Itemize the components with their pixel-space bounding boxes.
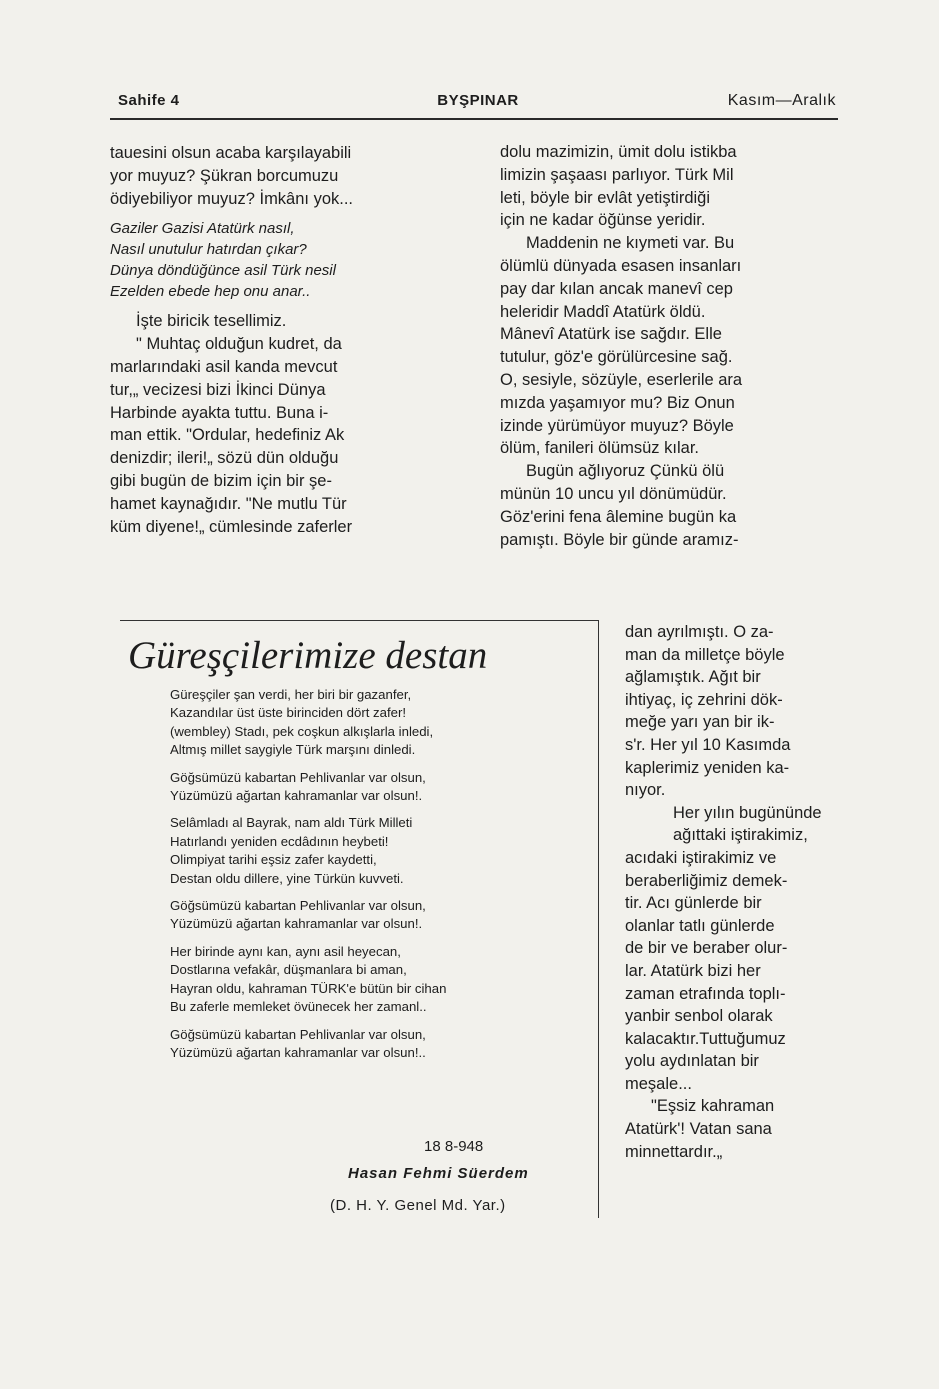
poem-line: Hayran oldu, kahraman TÜRK'e bütün bir cihan: [170, 980, 447, 996]
text-line: s'r. Her yıl 10 Kasımda: [625, 735, 791, 754]
text-line: Göz'erini fena âlemine bugün ka: [500, 507, 737, 526]
text-line: dan ayrılmıştı. O za-: [625, 623, 774, 641]
poem-body: [170, 686, 585, 1071]
text-line: İşte biricik tesellimiz.: [136, 312, 287, 331]
text-line: marlarındaki asil kanda mevcut: [110, 357, 338, 376]
verse-line: Dünya döndüğünce asil Türk nesil: [110, 262, 336, 280]
text-line: Mânevî Atatürk ise sağdır. Elle: [500, 325, 722, 344]
text-line: yolu aydınlatan bir: [625, 1052, 759, 1071]
verse-line: Ezelden ebede hep onu anar..: [110, 283, 311, 301]
text-line: olanlar tatlı günlerde: [625, 916, 775, 935]
poem-line: Kazandılar üst üste birinciden dört zafer!: [170, 705, 407, 721]
poem-box-right-border: [598, 620, 599, 1218]
poem-line: Altmış millet saygiyle Türk marşını dinledi.: [170, 742, 416, 758]
text-line: leti, böyle bir evlât yetiştirdiği: [500, 188, 711, 207]
verse-line: Gaziler Gazisi Atatürk nasıl,: [110, 220, 295, 238]
text-line: pamıştı. Böyle bir günde aramız-: [500, 530, 739, 549]
text-line: minnettardır.„: [625, 1142, 723, 1161]
poem-line: Her birinde aynı kan, aynı asil heyecan,: [170, 943, 401, 959]
text-line: münün 10 uncu yıl dönümüdür.: [500, 484, 727, 503]
text-line: meğe yarı yan bir ik-: [625, 713, 775, 732]
right-column: [500, 141, 845, 551]
page-number: Sahife 4: [118, 92, 180, 109]
right-column-narrow: [625, 621, 855, 1163]
text-line: ölüm, fanileri ölümsüz kılar.: [500, 439, 699, 458]
text-line: O, sesiyle, sözüyle, eserlerile ara: [500, 370, 743, 389]
text-line: yor muyuz? Şükran borcumuzu: [110, 166, 339, 185]
text-line: gibi bugün de bizim için bir şe-: [110, 471, 332, 490]
publication-title: BYŞPINAR: [437, 92, 519, 109]
poem-refrain: [170, 1026, 585, 1063]
text-line: mızda yaşamıyor mu? Biz Onun: [500, 393, 735, 412]
poem-stanza: [170, 943, 585, 1017]
text-line: acıdaki iştirakimiz ve: [625, 848, 777, 867]
poem-line: Destan oldu dillere, yine Türkün kuvveti.: [170, 870, 404, 886]
issue-date: Kasım—Aralık: [727, 92, 836, 109]
text-line: tutulur, göz'e görülürcesine sağ.: [500, 348, 733, 367]
text-line: hamet kaynağıdır. "Ne mutlu Tür: [110, 494, 347, 513]
header-rule: [110, 118, 838, 120]
text-line: nıyor.: [625, 781, 666, 800]
poem-refrain: [170, 769, 585, 806]
text-line: Her yılın bugününde ağıttaki iştirakimiz,: [673, 803, 822, 845]
text-line: Maddenin ne kıymeti var. Bu: [526, 234, 735, 253]
poem-stanza: [170, 814, 585, 888]
poem-line: Güreşçiler şan verdi, her biri bir gazanfer,: [170, 687, 412, 702]
text-line: man da milletçe böyle: [625, 645, 785, 664]
page-header: [118, 92, 836, 116]
text-line: beraberliğimiz demek-: [625, 871, 788, 890]
text-line: tauesini olsun acaba karşılayabili: [110, 144, 352, 162]
poem-author-title: (D. H. Y. Genel Md. Yar.): [330, 1197, 506, 1214]
poem-line: Bu zaferle memleket övünecek her zamanl..: [170, 999, 427, 1015]
text-line: " Muhtaç olduğun kudret, da: [136, 335, 342, 354]
text-line: zaman etrafında toplı-: [625, 984, 786, 1003]
poem-box-top-border: [120, 620, 598, 621]
poem-author: Hasan Fehmi Süerdem: [348, 1165, 529, 1182]
poem-line: Olimpiyat tarihi eşsiz zafer kaydetti,: [170, 852, 377, 868]
text-line: ihtiyaç, iç zehrini dök-: [625, 690, 783, 709]
text-line: man ettik. "Ordular, hedefiniz Ak: [110, 426, 345, 445]
text-line: de bir ve beraber olur-: [625, 939, 788, 958]
text-line: Harbinde ayakta tuttu. Buna i-: [110, 403, 329, 422]
poem-refrain: [170, 897, 585, 934]
text-line: tir. Acı günlerde bir: [625, 894, 762, 913]
text-line: heleridir Maddî Atatürk öldü.: [500, 302, 706, 321]
text-line: "Eşsiz kahraman: [651, 1097, 775, 1116]
text-line: tur,„ vecizesi bizi İkinci Dünya: [110, 380, 326, 399]
text-line: izinde yürümüyor muyuz? Böyle: [500, 416, 734, 435]
text-line: limizin şaşaası parlıyor. Türk Mil: [500, 165, 734, 184]
poem-line: Göğsümüzü kabartan Pehlivanlar var olsun,: [170, 898, 426, 914]
poem-line: (wembley) Stadı, pek coşkun alkışlarla inledi,: [170, 723, 434, 739]
poem-line: Dostlarına vefakâr, düşmanlara bi aman,: [170, 962, 407, 978]
text-line: yanbir senbol olarak: [625, 1007, 773, 1026]
verse-line: Nasıl unutulur hatırdan çıkar?: [110, 241, 307, 259]
left-column: [110, 142, 460, 538]
poem-date: 18 8-948: [424, 1138, 484, 1155]
text-line: kaplerimiz yeniden ka-: [625, 758, 790, 777]
text-line: Atatürk'! Vatan sana: [625, 1120, 772, 1139]
text-line: ödiyebiliyor muyuz? İmkânı yok...: [110, 189, 354, 208]
text-line: dolu mazimizin, ümit dolu istikba: [500, 143, 737, 161]
poem-line: Hatırlandı yeniden ecdâdının heybeti!: [170, 833, 389, 849]
text-line: lar. Atatürk bizi her: [625, 961, 761, 980]
poem-stanza: [170, 686, 585, 760]
poem-line: Göğsümüzü kabartan Pehlivanlar var olsun,: [170, 1026, 426, 1042]
text-line: Bugün ağlıyoruz Çünkü ölü: [526, 462, 725, 481]
poem-line: Yüzümüzü ağartan kahramanlar var olsun!..: [170, 1044, 426, 1060]
text-line: ölümlü dünyada esasen insanları: [500, 256, 742, 275]
text-line: denizdir; ileri!„ sözü dün olduğu: [110, 449, 339, 468]
text-line: pay dar kılan ancak manevî cep: [500, 279, 733, 298]
poem-line: Yüzümüzü ağartan kahramanlar var olsun!.: [170, 916, 423, 932]
text-line: için ne kadar öğünse yeridir.: [500, 211, 706, 230]
poem-line: Yüzümüzü ağartan kahramanlar var olsun!.: [170, 788, 423, 804]
poem-line: Selâmladı al Bayrak, nam aldı Türk Milleti: [170, 815, 413, 831]
text-line: kalacaktır.Tuttuğumuz: [625, 1029, 786, 1048]
text-line: ağlamıştık. Ağıt bir: [625, 668, 761, 687]
poem-title: Güreşçilerimize destan: [128, 634, 488, 677]
text-line: küm diyene!„ cümlesinde zaferler: [110, 517, 353, 536]
text-line: meşale...: [625, 1074, 692, 1093]
poem-line: Göğsümüzü kabartan Pehlivanlar var olsun,: [170, 769, 426, 785]
